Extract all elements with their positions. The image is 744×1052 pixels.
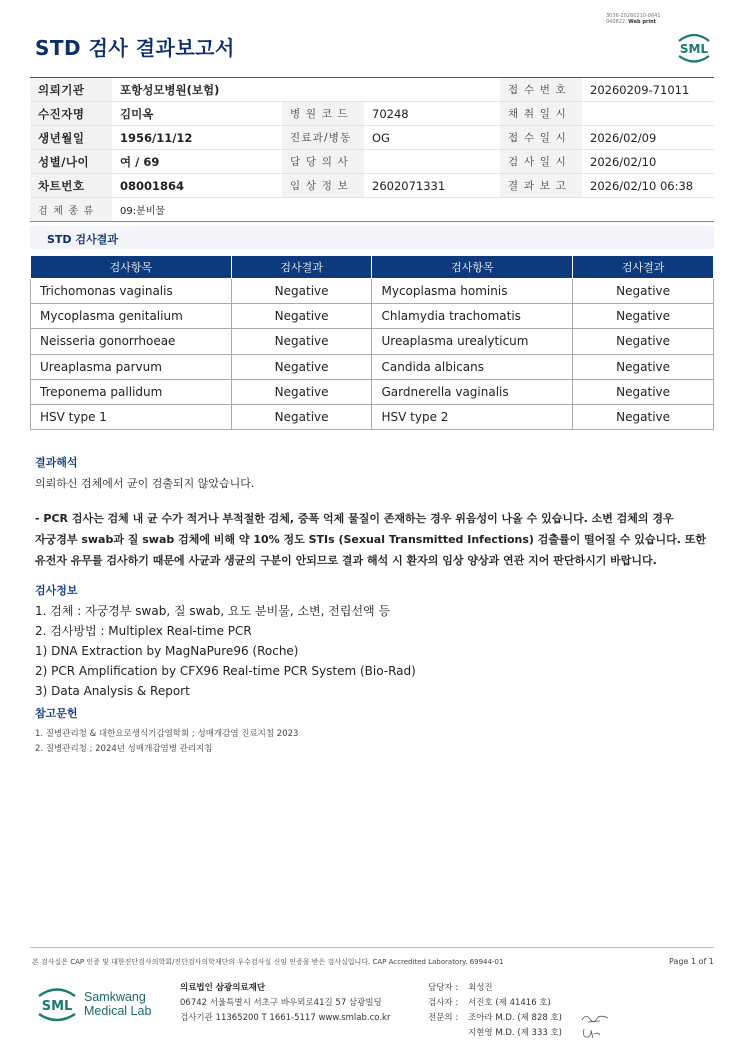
test-result: Negative: [231, 329, 372, 354]
brand-name-line1: Samkwang: [84, 990, 146, 1004]
page-number: Page 1 of 1: [669, 957, 714, 966]
staff-role: 검사자 :: [428, 998, 459, 1008]
table-row: [31, 379, 714, 404]
sex-age-label: 성별/나이: [30, 150, 112, 174]
interpretation-heading: 결과해석: [35, 456, 78, 469]
references-list: [35, 727, 298, 757]
patient-value: 김미옥: [112, 102, 282, 126]
references-heading: 참고문헌: [35, 707, 78, 720]
interpretation-note: [35, 508, 715, 571]
sex-age-value: 여 / 69: [112, 150, 282, 174]
test-item: Ureaplasma parvum: [31, 354, 232, 379]
sml-logo-text: SML: [679, 42, 709, 56]
test-info-list: [35, 601, 416, 701]
receipt-no-label: 접 수 번 호: [500, 78, 582, 102]
chart-value: 08001864: [112, 174, 282, 198]
list-item: 2. 검사방법 : Multiplex Real-time PCR: [35, 624, 252, 638]
test-info-heading: 검사정보: [35, 584, 78, 597]
test-item: Trichomonas vaginalis: [31, 279, 232, 304]
results-header: 검사항목: [31, 256, 232, 279]
chart-label: 차트번호: [30, 174, 112, 198]
list-item: 1) DNA Extraction by MagNaPure96 (Roche): [35, 644, 299, 658]
table-row: [31, 329, 714, 354]
test-date-value: 2026/02/10: [582, 150, 714, 174]
specimen-label: 검 체 종 류: [30, 198, 112, 222]
staff-role: 전문의 :: [428, 1013, 459, 1023]
staff-name: 지현영 M.D. (제 333 호): [468, 1028, 563, 1038]
results-header: 검사결과: [573, 256, 714, 279]
brand-name-line2: Medical Lab: [84, 1004, 152, 1018]
test-item: HSV type 1: [31, 404, 232, 429]
dept-value: OG: [364, 126, 500, 150]
test-result: Negative: [231, 379, 372, 404]
hospital-code-value: 70248: [364, 102, 500, 126]
test-date-label: 검 사 일 시: [500, 150, 582, 174]
interpretation-note-line: - PCR 검사는 검체 내 균 수가 적거나 부적절한 검체, 증폭 억제 물질이 존재하는 경우 위음성이 나올 수 있습니다. 소변 검체의 경우: [35, 512, 674, 525]
test-result: Negative: [231, 304, 372, 329]
list-item: 3) Data Analysis & Report: [35, 684, 190, 698]
test-item: Chlamydia trachomatis: [372, 304, 573, 329]
organization-address: 06742 서울특별시 서초구 바우뫼로41길 57 삼광빌딩: [180, 998, 382, 1008]
hospital-code-label: 병 원 코 드: [282, 102, 364, 126]
table-row: [31, 304, 714, 329]
birth-value: 1956/11/12: [112, 126, 282, 150]
test-result: Negative: [573, 329, 714, 354]
test-item: HSV type 2: [372, 404, 573, 429]
list-item: 1. 검체 : 자궁경부 swab, 질 swab, 요도 분비물, 소변, 전립선액 등: [35, 604, 391, 618]
test-result: Negative: [231, 279, 372, 304]
table-row: [31, 354, 714, 379]
patient-info-table: [30, 77, 714, 222]
staff-name: 최성진: [468, 983, 493, 993]
test-result: Negative: [231, 404, 372, 429]
samkwang-logo-icon: [36, 983, 166, 1025]
collect-date-label: 채 취 일 시: [500, 102, 582, 126]
doctor-value: [364, 150, 500, 174]
table-row: [31, 404, 714, 429]
test-item: Candida albicans: [372, 354, 573, 379]
results-header: 검사결과: [231, 256, 372, 279]
requester-label: 의뢰기관: [30, 78, 112, 102]
signature-image: [580, 1011, 610, 1025]
footer-accreditation-note: 본 검사실은 CAP 인증 및 대한진단검사의학회/진단검사의학재단의 우수검사실 신임 인증을 받은 검사실입니다. CAP Accredited Laboratory. 69944-01: [32, 958, 504, 966]
test-result: Negative: [573, 279, 714, 304]
report-label: 결 과 보 고: [500, 174, 582, 198]
organization-name: 의료법인 삼광의료재단: [180, 983, 266, 993]
test-item: Ureaplasma urealyticum: [372, 329, 573, 354]
samkwang-logo-text: SML: [41, 999, 73, 1014]
test-result: Negative: [573, 404, 714, 429]
organization-contact: 검사기관 11365200 T 1661-5117 www.smlab.co.kr: [180, 1013, 391, 1023]
document-code-line2: 040822: [606, 19, 626, 25]
results-header: 검사항목: [372, 256, 573, 279]
document-code: [606, 13, 686, 25]
footer-divider: [30, 947, 714, 948]
results-section-header: [30, 226, 714, 249]
organization-info: [180, 981, 390, 1026]
staff-role: [428, 1026, 468, 1041]
requester-value: 포항성모병원(보험): [112, 78, 500, 102]
report-value: 2026/02/10 06:38: [582, 174, 714, 198]
receipt-no-value: 20260209-71011: [582, 78, 714, 102]
collect-date-value: [582, 102, 714, 126]
staff-info: [428, 981, 562, 1041]
web-print-label: Web print: [628, 19, 657, 25]
list-item: 1. 질병관리청 & 대한요로생식기감염학회 ; 성매개감염 진료지침 2023: [35, 729, 299, 739]
page-title: STD 검사 결과보고서: [35, 36, 235, 60]
table-row: [31, 279, 714, 304]
staff-name: 조아라 M.D. (제 828 호): [468, 1013, 563, 1023]
test-item: Gardnerella vaginalis: [372, 379, 573, 404]
test-item: Neisseria gonorrhoeae: [31, 329, 232, 354]
results-table: [30, 255, 714, 430]
list-item: 2. 질병관리청 ; 2024년 성매개감염병 관리지침: [35, 744, 213, 754]
test-result: Negative: [573, 354, 714, 379]
list-item: 2) PCR Amplification by CFX96 Real-time PCR System (Bio-Rad): [35, 664, 416, 678]
dept-label: 진료과/병동: [282, 126, 364, 150]
interpretation-summary: 의뢰하신 검체에서 균이 검출되지 않았습니다.: [35, 477, 255, 490]
test-result: Negative: [573, 304, 714, 329]
document-code-line1: 3036-20260210-0641: [606, 13, 661, 19]
staff-role: 담당자 :: [428, 983, 459, 993]
receipt-date-value: 2026/02/09: [582, 126, 714, 150]
doctor-label: 담 당 의 사: [282, 150, 364, 174]
specimen-value: 09:분비물: [112, 198, 714, 222]
test-result: Negative: [231, 354, 372, 379]
receipt-date-label: 접 수 일 시: [500, 126, 582, 150]
birth-label: 생년월일: [30, 126, 112, 150]
interpretation-note-line: 유전자 유무를 검사하기 때문에 사균과 생균의 구분이 안되므로 결과 해석 시 환자의 임상 양상과 연관 지어 판단하시기 바랍니다.: [35, 554, 657, 567]
staff-name: 서진호 (제 41416 호): [468, 998, 551, 1008]
results-section-title: STD 검사결과: [47, 233, 118, 246]
interpretation-note-line: 자궁경부 swab과 질 swab 검체에 비해 약 10% 정도 STIs (Sexual Transmitted Infections) 검출률이 떨어질 수 있습니다. 또한: [35, 533, 707, 546]
patient-label: 수진자명: [30, 102, 112, 126]
sml-logo-icon: [674, 27, 714, 65]
test-result: Negative: [573, 379, 714, 404]
test-item: Treponema pallidum: [31, 379, 232, 404]
clinical-value: 2602071331: [364, 174, 500, 198]
test-item: Mycoplasma genitalium: [31, 304, 232, 329]
clinical-label: 임 상 정 보: [282, 174, 364, 198]
test-item: Mycoplasma hominis: [372, 279, 573, 304]
signature-image: [580, 1026, 610, 1040]
